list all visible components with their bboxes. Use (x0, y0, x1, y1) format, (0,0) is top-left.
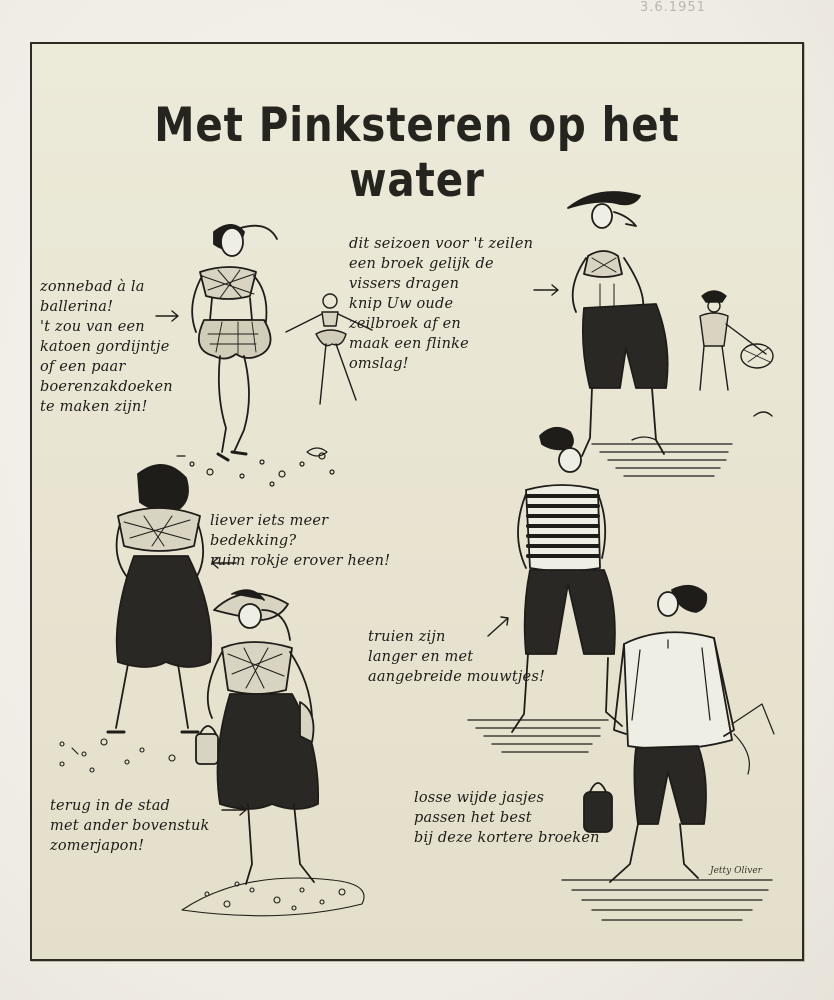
note-ballerina: zonnebad à la ballerina! 't zou van een katoen gordijntje of een paar boerenzakdoeken te maken zijn! (40, 279, 173, 415)
figure-back-skirt (108, 465, 211, 732)
note-cover: liever iets meer bedekking? ruim rokje erover heen! (210, 513, 391, 569)
newspaper-clipping (30, 42, 804, 961)
figure-sailing-trousers (568, 192, 668, 456)
figure-summer-dress (196, 590, 318, 884)
figure-fisher-with-net (700, 291, 773, 416)
pebbles-left-top (177, 448, 334, 486)
pebbles-bottom-left (182, 878, 364, 916)
note-jackets: losse wijde jasjes passen het best bij deze kortere broeken (414, 790, 600, 846)
water-lines-right-top (592, 437, 732, 476)
water-lines-middle (468, 720, 608, 752)
figure-ballerina-sunbather (192, 225, 277, 460)
note-city: terug in de stad met ander bovenstuk zomerjapon! (50, 798, 210, 854)
artist-signature: Jetty Oliver (710, 866, 762, 876)
note-trousers: truien zijn langer en met aangebreide mouwtjes! (368, 629, 545, 685)
corner-date-mark: 3.6.1951 (640, 0, 706, 15)
headline: Met Pinksteren op het water (154, 98, 680, 208)
note-sailing: dit seizoen voor 't zeilen een broek gelijk de vissers dragen knip Uw oude zeilbroek af en maak een flinke omslag! (349, 236, 534, 372)
water-lines-bottom-right (562, 880, 772, 920)
pebbles-left-bottom (60, 739, 175, 772)
